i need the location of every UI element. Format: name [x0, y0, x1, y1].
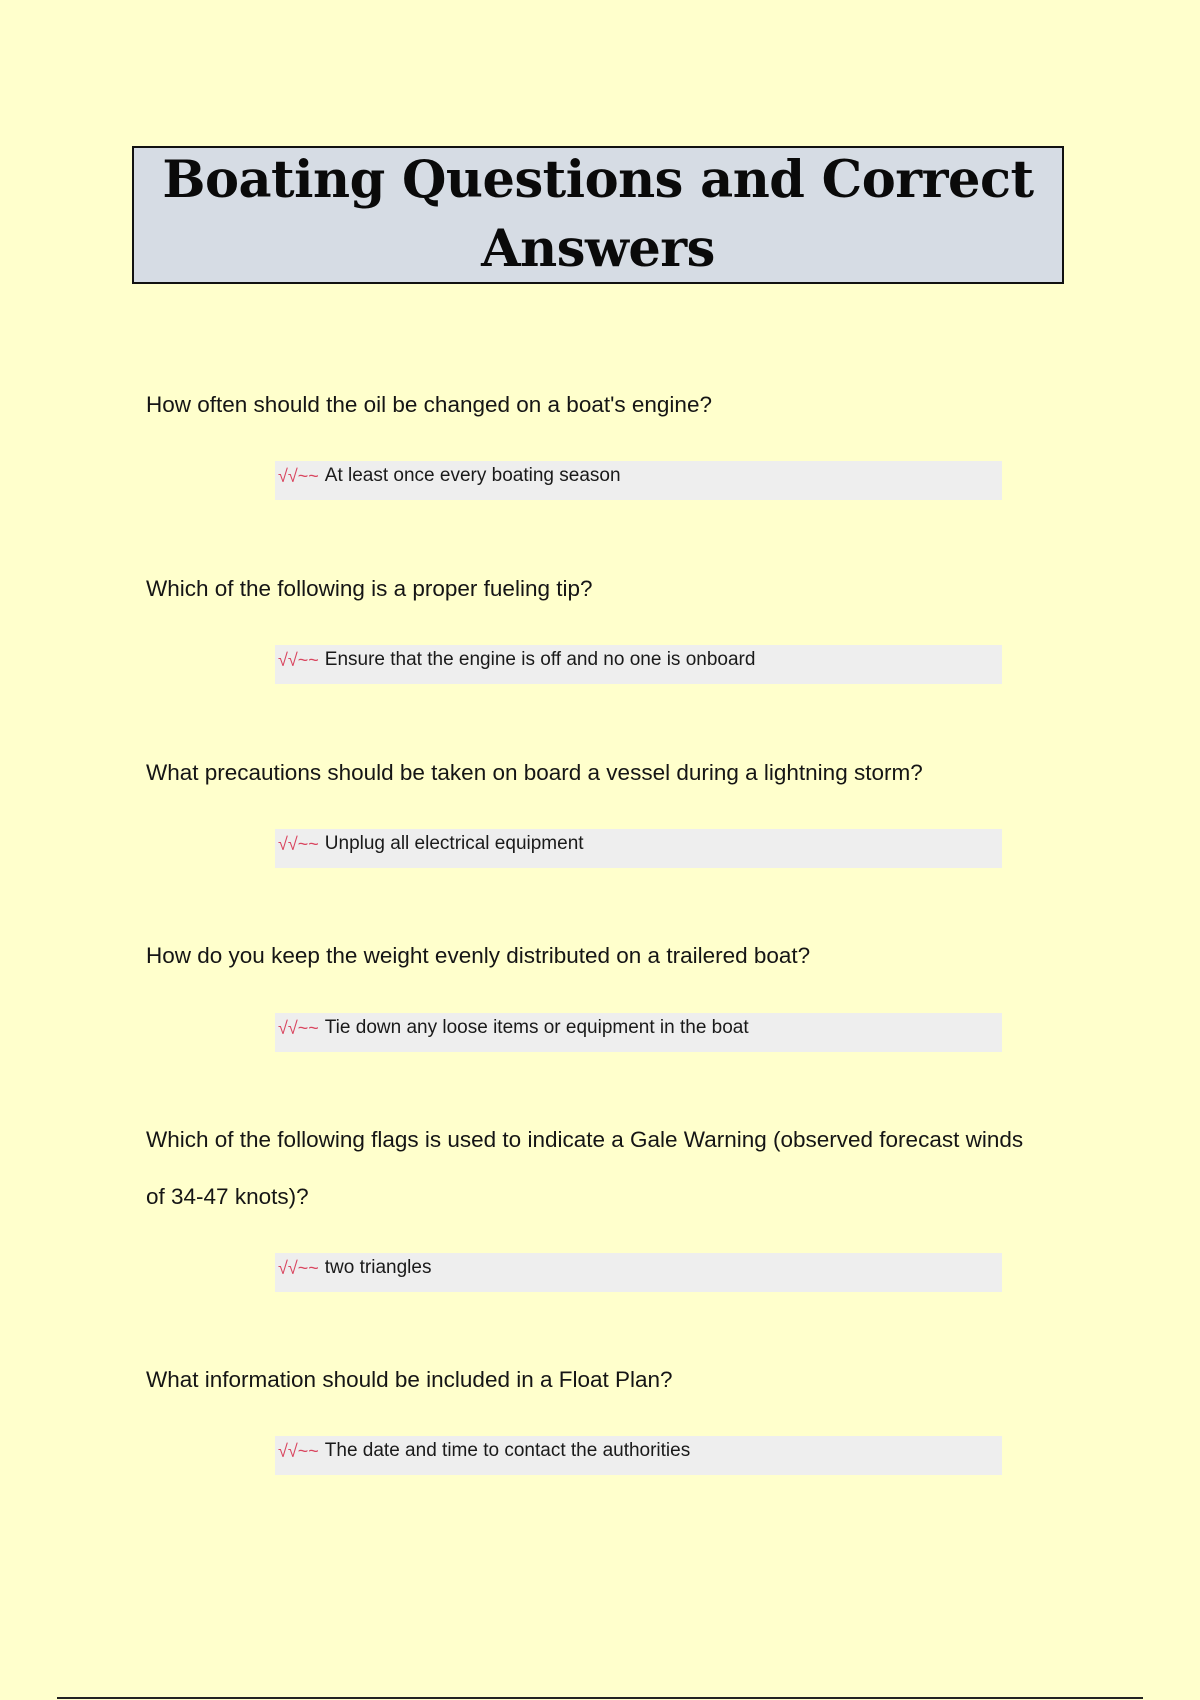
question-5: Which of the following flags is used to indicate a Gale Warning (observed forecast winds of 34-47 knots)?	[146, 1127, 1024, 1209]
answer-4	[275, 1013, 1002, 1052]
answer-text: The date and time to contact the authorities	[324, 1440, 691, 1461]
check-icon: √√~~	[278, 1018, 319, 1038]
answer-5	[275, 1253, 1002, 1292]
check-icon: √√~~	[278, 466, 319, 486]
answer-text: two triangles	[324, 1257, 432, 1278]
check-icon: √√~~	[278, 1258, 319, 1278]
footer-rule	[57, 1697, 1143, 1699]
question-4: How do you keep the weight evenly distributed on a trailered boat?	[146, 943, 811, 968]
question-2: Which of the following is a proper fueling tip?	[146, 576, 593, 601]
check-icon: √√~~	[278, 650, 319, 670]
answer-2	[275, 645, 1002, 684]
answer-3	[275, 829, 1002, 868]
answer-text: Ensure that the engine is off and no one is onboard	[324, 649, 756, 670]
page-title: Boating Questions and Correct Answers	[162, 150, 1034, 279]
answer-1	[275, 461, 1002, 500]
question-3: What precautions should be taken on board a vessel during a lightning storm?	[146, 760, 923, 785]
answer-6	[275, 1436, 1002, 1475]
question-1: How often should the oil be changed on a boat's engine?	[146, 392, 712, 417]
question-6: What information should be included in a Float Plan?	[146, 1367, 673, 1392]
answer-text: Tie down any loose items or equipment in the boat	[324, 1017, 749, 1038]
answer-text: At least once every boating season	[324, 465, 621, 486]
check-icon: √√~~	[278, 1441, 319, 1461]
check-icon: √√~~	[278, 834, 319, 854]
answer-text: Unplug all electrical equipment	[324, 833, 584, 854]
